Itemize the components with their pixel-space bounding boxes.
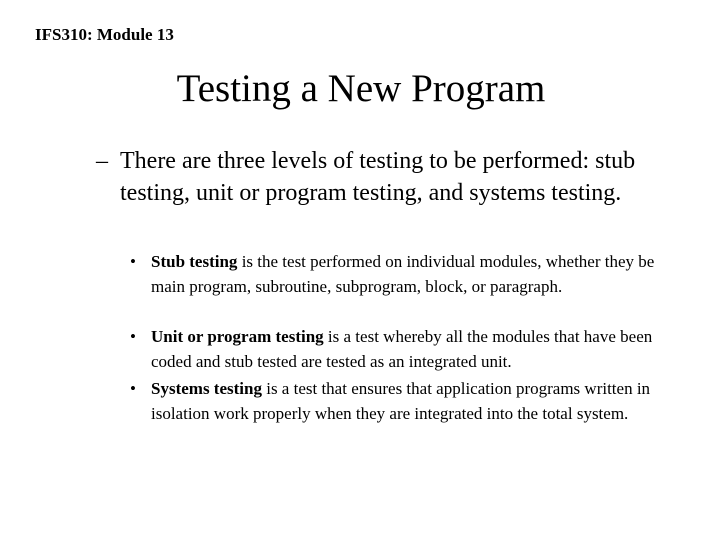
dash-marker: – bbox=[96, 148, 108, 174]
sub-point-stub-testing bbox=[130, 250, 690, 299]
sub-point-systems-testing bbox=[130, 377, 690, 426]
sub-point-body bbox=[130, 250, 690, 299]
bullet-marker: • bbox=[130, 252, 136, 271]
slide-title: Testing a New Program bbox=[176, 67, 546, 110]
sub-point-text: is the test performed on individual modules, whether they be main program, subroutine, subprogram, block, or paragraph. bbox=[151, 252, 655, 296]
main-point-text: There are three levels of testing to be performed: stub testing, unit or program testing, and systems testing. bbox=[120, 148, 636, 206]
bullet-marker: • bbox=[130, 327, 136, 346]
module-header: IFS310: Module 13 bbox=[35, 25, 174, 44]
sub-point-term: Unit or program testing bbox=[151, 327, 324, 346]
sub-point-term: Stub testing bbox=[151, 252, 238, 271]
main-point bbox=[96, 145, 696, 209]
sub-point-unit-testing bbox=[130, 325, 690, 374]
sub-point-body bbox=[130, 325, 690, 374]
sub-point-text: is a test that ensures that application programs written in isolation work properly when they are integrated into the total system. bbox=[151, 379, 651, 423]
sub-point-text: is a test whereby all the modules that have been coded and stub tested are tested as an integrated unit. bbox=[151, 327, 653, 371]
bullet-marker: • bbox=[130, 379, 136, 398]
sub-point-term: Systems testing bbox=[151, 379, 262, 398]
sub-point-body bbox=[130, 377, 690, 426]
